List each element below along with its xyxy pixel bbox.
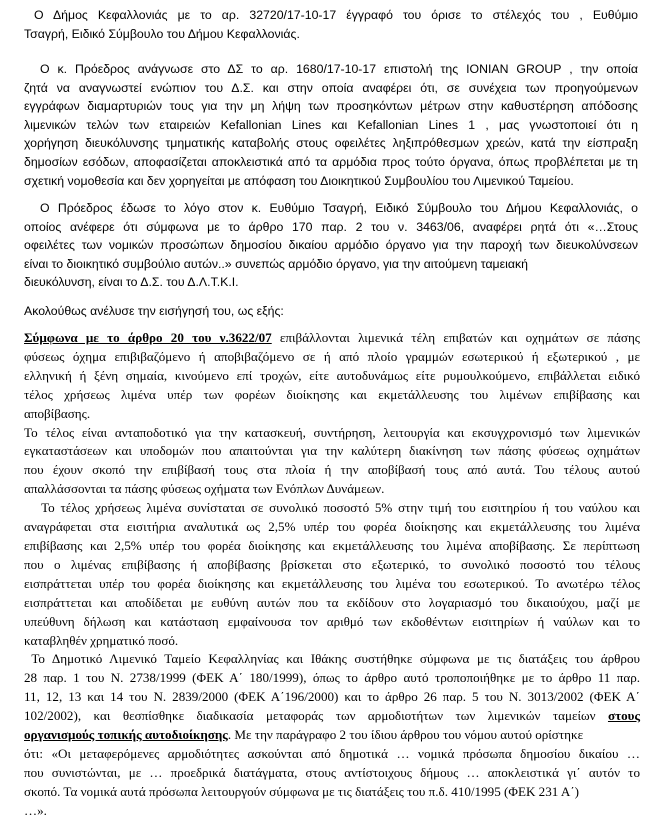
text-line: ελληνική ή ξένη σημαία, κινούμενο επί τροχών, είτε αυτοδυνάμως είτε ρυμουλκούμενο, επιβάλλεται ειδικό (24, 367, 640, 383)
text-line: που ο λιμένας επιβίβασης ή αποβίβασης βρίσκεται στο εξωτερικό, το συνολικό ποσοστό του τέλους (24, 556, 640, 572)
text-fragment: επιβάλλονται λιμενικά τέλη επιβατών και οχημάτων σε πάσης (271, 330, 640, 345)
text-line: διευκόλυνση, είναι το Δ.Σ. του Δ.Λ.Τ.Κ.Ι. (24, 275, 239, 290)
text-line: οφειλέτες των νομικών προσώπων δημοσίου δικαίου αρμόδιο όργανο για την παροχή των διευκολύνσεων (24, 238, 638, 253)
text-line: ότι: «Οι μεταφερόμενες αρμοδιότητες ασκούνται από δημοτικά … νομικά πρόσωπα δημοσίου δικαίου … (24, 745, 640, 761)
text-line: 28 παρ. 1 του Ν. 2738/1999 (ΦΕΚ Α΄ 180/1999), όπως το άρθρο αυτό τροποποιήθηκε με το άρθρο 11 παρ. (24, 670, 640, 686)
text-line: επιβίβασης και 2,5% υπέρ του φορέα διοίκησης και εκμετάλλευσης του λιμένα αποβίβασης. Σε περίπτωση (24, 537, 640, 553)
text-line: Ο Δήμος Κεφαλλονιάς με το αρ. 32720/17-10-17 έγγραφό του όρισε το στέλεχός του , Ευθύμιο (34, 8, 638, 22)
text-line (24, 726, 640, 745)
underlined-phrase: οργανισμούς τοπικής αυτοδιοίκησης (24, 727, 228, 743)
text-fragment: 102/2002), και θεσπίσθηκε διαδικασία μεταφοράς των αρμοδιοτήτων των λιμενικών ταμείων (24, 708, 596, 724)
text-line: υπεύθυνη δήλωση και κατάσταση εμφαίνουσα τον αριθμό των εκδοθέντων εισιτηρίων ή ναύλων και το (24, 613, 640, 629)
text-line: Ο Πρόεδρος έδωσε το λόγο στον κ. Ευθύμιο Τσαγρή, Ειδικό Σύμβουλο του Δήμου Κεφαλλονιάς, ο (40, 201, 638, 215)
law-reference: Σύμφωνα με το άρθρο 20 του ν.3622/07 (24, 330, 272, 345)
text-line: οποίος ανέφερε ότι σύμφωνα με το άρθρο 170 παρ. 2 του ν. 3463/06, αναφέρει ρητά ότι «…Στους (24, 219, 638, 234)
text-line: Το τέλος χρήσεως λιμένα συνίσταται σε συνολικό ποσοστό 5% στην τιμή του εισιτηρίου ή του ναύλου και (24, 500, 640, 516)
text-line: εισπράττεται και αποδίδεται με ευθύνη αυτών που τα εκδίδουν στο λογαριασμό του δικαιούχου, μαζί με (24, 594, 640, 610)
underlined-phrase: στους (607, 708, 640, 724)
text-line: ζητά να αναγνωστεί ενώπιον του Δ.Σ. και στην οποία αναφέρει ότι, σε συνέχεια των προηγούμενων (24, 80, 638, 95)
paragraph-appointment (24, 6, 638, 43)
proposal-body (24, 329, 640, 821)
text-line: σχετική νομοθεσία και δεν χορηγείται με απόφαση του Διοικητικού Συμβουλίου του Λιμενικού Ταμείου. (24, 173, 574, 188)
text-line: καταβληθέν χρηματικό ποσό. (24, 632, 179, 648)
text-line: Ο κ. Πρόεδρος ανάγνωσε στο ΔΣ το αρ. 1680/17-10-17 επιστολή της IONIAN GROUP , την οποία (40, 62, 638, 76)
text-line: Τσαγρή, Ειδικό Σύμβουλο του Δήμου Κεφαλλονιάς. (24, 26, 300, 41)
text-line: σκοπό. Τα νομικά αυτά πρόσωπα λειτουργούν σύμφωνα με τις διατάξεις του π.δ. 410/1995 (ΦΕΚ 231 Α΄) (24, 783, 580, 799)
text-line: αποβίβασης. (24, 405, 91, 421)
text-line: φύσεως όχημα επιβιβαζόμενο ή αποβιβαζόμενο σε ή από πλοίο γραμμών εσωτερικού ή εξωτερικού , με (24, 348, 640, 364)
paragraph-advisor-statement (24, 199, 638, 292)
text-line: δημοσίων εσόδων, αποφασίζεται αποκλειστικά από τα αρμόδια προς τούτο όργανα, όπως προβλέπεται με τη (24, 154, 638, 169)
text-line: χορήγηση διευκόλυνσης τμηματικής καταβολής στους οφειλέτες ληξιπρόθεσμων χρεών, κατά την είσπραξη (24, 136, 638, 151)
text-line: είναι το διοικητικό συμβούλιο αυτών..» συνεπώς αρμόδιο όργανο, για την αιτούμενη ταμειακή (24, 256, 528, 271)
text-line: που συνιστώνται, με … προεδρικά διατάγματα, στους αντίστοιχους δήμους … αποκλειστικά γι΄ αυτόν το (24, 764, 640, 780)
paragraph-intro-proposal (24, 302, 638, 321)
text-line: 11, 12, 13 και 14 του Ν. 2839/2000 (ΦΕΚ Α΄196/2000) και το άρθρο 26 παρ. 5 του Ν. 3013/2002 (ΦΕΚ Α΄ (24, 689, 640, 705)
text-line (24, 329, 640, 348)
text-line: τέλος χρήσεως λιμένα υπέρ των φορέων διοίκησης και εκμετάλλευσης του λιμένων επιβίβασης και (24, 386, 640, 402)
paragraph-ionian-letter (24, 60, 638, 190)
text-line: εισπράττεται υπέρ του φορέα διοίκησης και εκμετάλλευσης του λιμένα του εσωτερικού. Το ανωτέρω τέλος (24, 575, 640, 591)
text-line: Ακολούθως ανέλυσε την εισήγησή του, ως εξής: (24, 304, 284, 318)
text-line: αναγράφεται στα εισιτήρια αναλυτικά ως 2,5% υπέρ του φορέα διοίκησης και εκμετάλλευσης του λιμένα (24, 519, 640, 535)
text-line: απαλλάσσονται τα πάσης φύσεως οχήματα των Ενόπλων Δυνάμεων. (24, 481, 385, 497)
text-line: Το Δημοτικό Λιμενικό Ταμείο Κεφαλληνίας και Ιθάκης συστήθηκε σύμφωνα με τις διατάξεις του άρθρου (24, 651, 640, 667)
text-line: λιμενικών τελών των εταιρειών Kefallonian Lines και Kefallonian Lines 1 , μας γνωστοποιεί ότι η (24, 117, 638, 132)
text-line: Το τέλος είναι ανταποδοτικό για την κατασκευή, συντήρηση, λειτουργία και εκσυγχρονισμό των λιμενικών (24, 424, 640, 440)
text-line: εγγράφων διαμαρτυριών τους για την μη λήψη των προσηκόντων μέτρων στην καθυστέρηση απόδοσης (24, 99, 638, 114)
text-line: …». (24, 802, 47, 818)
text-fragment: . Με την παράγραφο 2 του ίδιου άρθρου του νόμου αυτού ορίστηκε (227, 727, 584, 743)
text-line: εγκαταστάσεων και υποδομών που απαιτούνται για την καλύτερη διακίνηση των πάσης φύσεως οχημάτων (24, 443, 640, 459)
text-line (24, 707, 640, 726)
text-line: που έχουν σκοπό την επιβίβασή τους στα πλοία ή την αποβίβασή τους από αυτά. Του τέλους αυτού (24, 462, 640, 478)
